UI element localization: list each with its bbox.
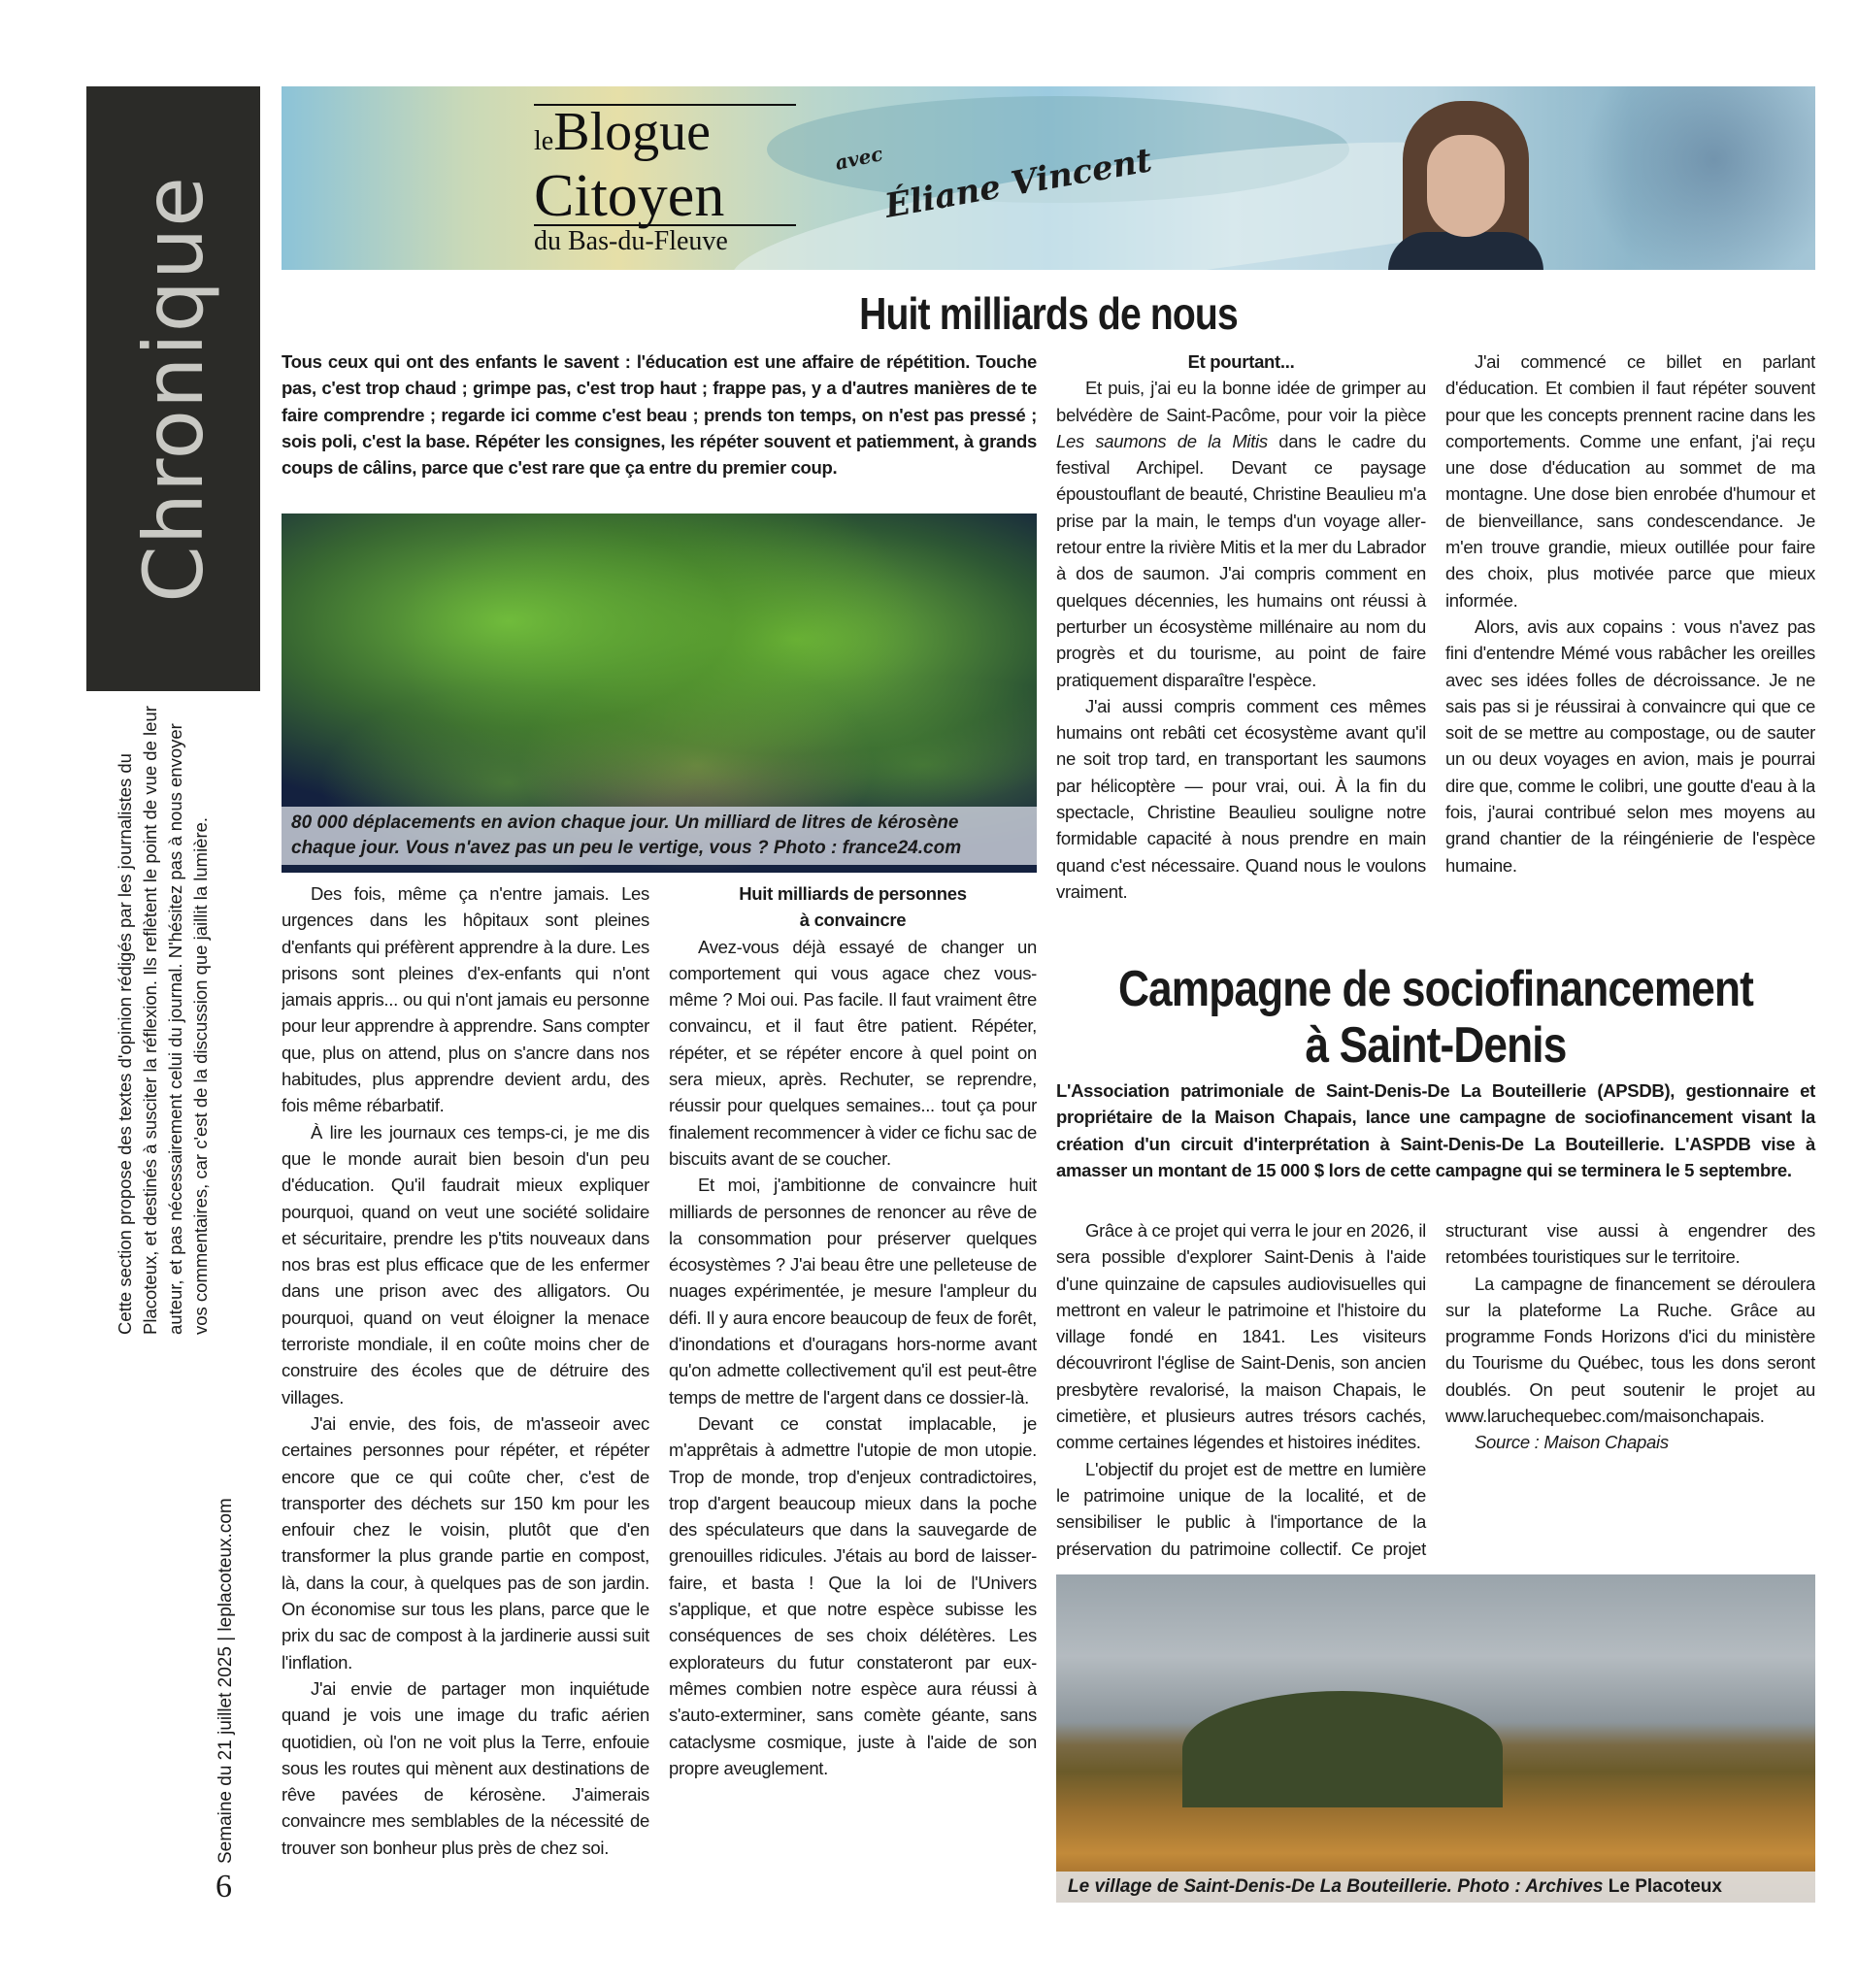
paragraph: À lire les journaux ces temps-ci, je me dis que le monde aurait bien besoin d'un peu d'éducation. Qu'il faudrait mieux expliquer pourquoi, quand on veut une société solidaire et sécuritaire, prendre les p'tits nouveaux dans nos bras est plus efficace que de les enfermer dans une prison avec des alligators. Ou pourquoi, quand on veut éloigner la menace terroriste mondiale, il en coûte moins cher de construire des écoles que de détruire des villages. [282,1121,649,1408]
village-photo [1056,1574,1815,1903]
logo-le: le [534,126,554,156]
page-number: 6 [216,1869,232,1905]
photo-hill [1182,1691,1503,1807]
page-footer [212,1456,245,1864]
paragraph: Avez-vous déjà essayé de changer un comportement qui vous agace chez vous-même ? Moi oui. Pas facile. Il faut vraiment être convaincu, et il faut être patient. Répéter, répéter, et se répéter encore à quel point on sera mieux, après. Rechuter, se reprendre, réussir pour quelques semaines... tout ça pour finalement recommencer à vider ce fichu sac de biscuits avant de se coucher. [669,936,1037,1169]
article2-title: Campagne de sociofinancement à Saint-Denis [1117,961,1754,1074]
banner-tree [1563,86,1815,270]
issue-date-and-site: Semaine du 21 juillet 2025 | leplacoteux.com [216,1498,236,1864]
paragraph: Et moi, j'ambitionne de convaincre huit milliards de personnes de renoncer au rêve de la consommation pour préserver quelques écosystèmes ? J'ai beau être une pelleteuse de nuages expérimentée, je mesure l'ampleur du défi. Il y aura encore beaucoup de feux de forêt, d'inondations et d'ouragans hors-norme avant qu'on admette collectivement qu'il est peut-être temps de mettre de l'argent dans ce dossier-là. [669,1175,1037,1408]
disclaimer-text: Cette section propose des textes d'opinion rédigés par les journalistes du Placoteux, et destinés à susciter la réflexion. Ils reflètent le point de vue de leur auteur, et pas nécessairement celui du journal. N'hésitez pas à nous envoyer vos commentaires, car c'est de la discussion que jaillit la lumière. [115,706,211,1335]
paragraph: Alors, avis aux copains : vous n'avez pas fini d'entendre Mémé vous rabâcher les oreilles avec ses idées folles de décroissance. Je ne sais pas si je réussirai à convaincre qui que ce soit de se mettre au compostage, ou de sauter un ou deux voyages en avion, mais je pourrai dire que, comme le colibri, une goutte d'eau à la fois, j'aurai contribué selon mes moyens au grand chantier de la réingénierie de l'espèce humaine. [1445,615,1815,876]
article2-body [1056,1217,1815,1567]
subheading: Et pourtant... [1187,351,1295,372]
photo-caption: Le village de Saint-Denis-De La Bouteillerie. Photo : Archives Le Placoteux [1056,1872,1815,1903]
article-title: Huit milliards de nous [859,288,1238,339]
paragraph: Grâce à ce projet qui verra le jour en 2026, il sera possible d'explorer Saint-Denis à l'aide d'une quinzaine de capsules audiovisuelles qui mettront en valeur le patrimoine et l'histoire du village fondé en 1841. Les visiteurs découvriront l'église de Saint-Denis, son ancien presbytère revalorisé, la maison Chapais, le cimetière, et plusieurs autres trésors cachés, comme certaines légendes et histoires inédites. [1056,1220,1426,1453]
paragraph: Devant ce constat implacable, je m'apprêtais à admettre l'utopie de mon utopie. Trop de monde, trop d'enjeux contradictoires, trop d'argent beaucoup mieux dans la poche des spéculateurs que dans la sauvegarde de grenouilles ridicules. J'étais au bord de laisser-faire, et basta ! Que la loi de l'Univers s'applique, et que notre espèce subisse les conséquences de ses choix délétères. Les explorateurs du futur constateront par eux-mêmes combien notre espèce aura réussi à s'auto-exterminer, sans comète géante, sans cataclysme cosmique, juste à l'aide de son propre aveuglement. [669,1412,1037,1778]
avec-label: avec [833,142,885,175]
paragraph: J'ai commencé ce billet en parlant d'éducation. Et combien il faut répéter souvent pour que les concepts prennent racine dans les comportements. Comme une enfant, j'ai reçu une dose d'éducation au sommet de ma montagne. Une dose bien enrobée d'humour et de bienveillance, sans condescendance. Je m'en trouve grandie, mieux outillée pour faire des choix, plus motivée parce que mieux informée. [1445,351,1815,611]
article2-lead: L'Association patrimoniale de Saint-Denis-De La Bouteillerie (APSDB), gestionnaire et propriétaire de la Maison Chapais, lance une campagne de sociofinancement visant la création d'un circuit d'interprétation à Saint-Denis-De La Bouteillerie. L'ASPDB vise à amasser un montant de 15 000 $ lors de cette campagne qui se terminera le 5 septembre. [1056,1080,1815,1180]
logo-blogue: Blogue [553,102,711,162]
section-label-bar [86,86,260,691]
author-portrait [1378,96,1553,270]
paragraph: J'ai envie, des fois, de m'asseoir avec certaines personnes pour répéter, et répéter encore que ce qui coûte cher, c'est de transporter des déchets sur 150 km pour les enfouir chez le voisin, plutôt que d'en transformer la plus grande partie en compost, là, dans la cour, à quelques pas de son jardin. On économise sur tous les plans, parce que le prix du sac de compost à la jardinerie aussi suit l'inflation. [282,1412,649,1673]
paragraph: Des fois, même ça n'entre jamais. Les urgences dans les hôpitaux sont pleines d'enfants qui préfèrent apprendre à la dure. Les prisons sont pleines d'ex-enfants qui n'ont jamais appris... ou qui n'ont jamais eu personne pour leur apprendre à apprendre. Sans compter que, plus on attend, plus on s'ancre dans nos habitudes, plus apprendre devient ardu, des fois même rébarbatif. [282,883,649,1116]
paragraph: Et puis, j'ai eu la bonne idée de grimper au belvédère de Saint-Pacôme, pour voir la pièce Les saumons de la Mitis dans le cadre du festival Archipel. Devant ce paysage époustouflant de beauté, Christine Beaulieu m'a prise par la main, le temps d'un voyage aller-retour entre la rivière Mitis et la mer du Labrador à dos de saumon. J'ai compris comment en quelques décennies, les humains ont réussi à perturber un écosystème millénaire au nom du progrès et du tourisme, au point de faire pratiquement disparaître l'espèce. [1056,378,1426,690]
section-label: Chronique [125,175,221,603]
subheading: Huit milliards de personnes à convaincre [739,883,967,931]
article-body-columns-3-4 [1056,348,1815,933]
air-traffic-map-image [282,514,1037,873]
paragraph: L'objectif du projet est de mettre en lumière le patrimoine unique de la localité, et de sensibiliser le public à l'importance de la préservation du patrimoine collectif. Ce projet structurant vise aussi à engendrer des retombées touristiques sur le territoire. [1056,1220,1815,1559]
logo-region: du Bas-du-Fleuve [534,224,796,257]
author-name: Éliane Vincent [881,141,1155,226]
source-credit: Source : Maison Chapais [1475,1432,1669,1453]
paragraph: J'ai envie de partager mon inquiétude quand je vois une image du trafic aérien quotidien, où l'on ne voit plus la Terre, enfouie sous les routes qui mènent aux destinations de rêve pavées de kérosène. J'aimerais convaincre mes semblables de la nécessité de trouver son bonheur plus près de chez soi. [282,1677,649,1858]
paragraph: La campagne de financement se déroulera sur la plateforme La Ruche. Grâce au programme Fonds Horizons d'ici du ministère du Tourisme du Québec, tous les dons seront doublés. On peut soutenir le projet au www.laruchequebec.com/maisonchapais. [1445,1273,1815,1427]
logo-citoyen: Citoyen [534,163,725,229]
section-disclaimer [113,704,239,1335]
paragraph: J'ai aussi compris comment ces mêmes humains ont rebâti cet écosystème avant qu'il ne soit trop tard, en transportant les saumons par hélicoptère — pour vrai, oui. À la fin du spectacle, Christine Beaulieu souligne notre formidable capacité à nous prendre en main quand c'est nécessaire. Quand nous le voulons vraiment. [1056,695,1426,902]
blog-logo [534,104,796,257]
image-caption: 80 000 déplacements en avion chaque jour. Un milliard de litres de kérosène chaque jour. Vous n'avez pas un peu le vertige, vous ? Photo : france24.com [282,807,1037,865]
column-banner [282,86,1815,270]
article-body-columns-1-2 [282,880,1037,1911]
article-lead: Tous ceux qui ont des enfants le savent : l'éducation est une affaire de répétition. Touche pas, c'est trop chaud ; grimpe pas, c'est trop haut ; frappe pas, y a d'autres manières de te faire comprendre ; regarde ici comme c'est beau ; prends ton temps, on n'est pas pressé ; sois poli, c'est la base. Répéter les consignes, les répéter souvent et patiemment, à grands coups de câlins, parce que c'est rare que ça entre du premier coup. [282,351,1037,479]
